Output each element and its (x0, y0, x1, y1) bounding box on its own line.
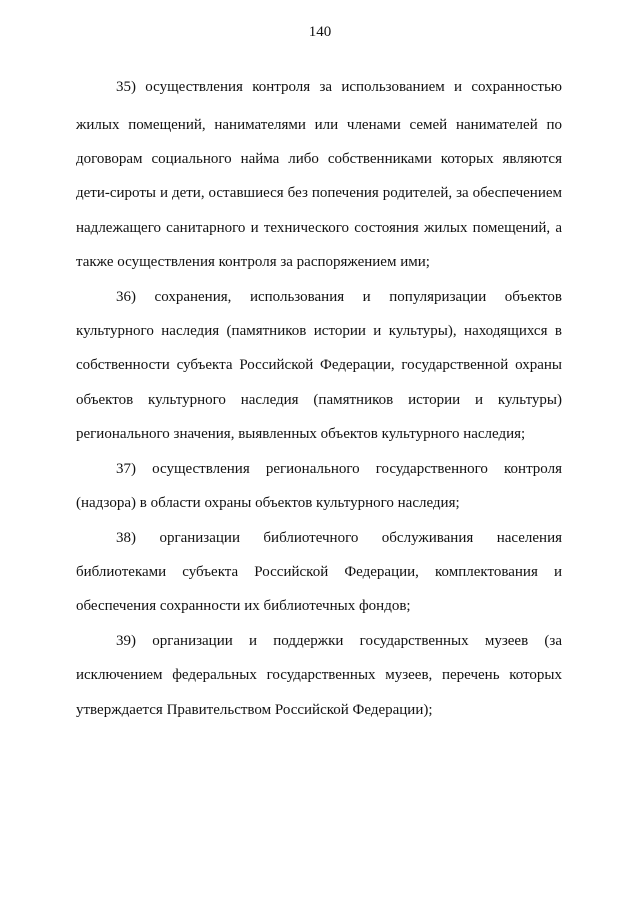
paragraph-35-line-3: договорам социального найма либо собственниками которых являются (76, 151, 562, 167)
paragraph-38-line-2: библиотеками субъекта Российской Федерации, комплектования и (76, 564, 562, 580)
paragraph-39-line-2: исключением федеральных государственных музеев, перечень которых (76, 667, 562, 683)
paragraph-36-line-4: объектов культурного наследия (памятников истории и культуры) (76, 392, 562, 408)
paragraph-36-line-1: 36) сохранения, использования и популяризации объектов (116, 289, 562, 305)
paragraph-39-line-3: утверждается Правительством Российской Федерации); (76, 702, 433, 718)
paragraph-38-line-3: обеспечения сохранности их библиотечных фондов; (76, 598, 411, 614)
page-number: 140 (308, 24, 332, 40)
paragraph-36-line-3: собственности субъекта Российской Федерации, государственной охраны (76, 357, 562, 373)
paragraph-35-line-1: 35) осуществления контроля за использованием и сохранностью (116, 79, 562, 95)
paragraph-35-line-5: надлежащего санитарного и технического состояния жилых помещений, а (76, 220, 562, 236)
paragraph-35-line-2: жилых помещений, нанимателями или членами семей нанимателей по (76, 117, 562, 133)
paragraph-37-line-1: 37) осуществления регионального государственного контроля (116, 461, 562, 477)
paragraph-37-line-2: (надзора) в области охраны объектов культурного наследия; (76, 495, 460, 511)
paragraph-35-line-4: дети-сироты и дети, оставшиеся без попечения родителей, за обеспечением (76, 185, 562, 201)
paragraph-39-line-1: 39) организации и поддержки государственных музеев (за (116, 633, 562, 649)
paragraph-36-line-5: регионального значения, выявленных объектов культурного наследия; (76, 426, 526, 442)
paragraph-36-line-2: культурного наследия (памятников истории и культуры), находящихся в (76, 323, 562, 339)
paragraph-38-line-1: 38) организации библиотечного обслуживания населения (116, 530, 562, 546)
paragraph-35-line-6: также осуществления контроля за распоряжением ими; (76, 254, 430, 270)
